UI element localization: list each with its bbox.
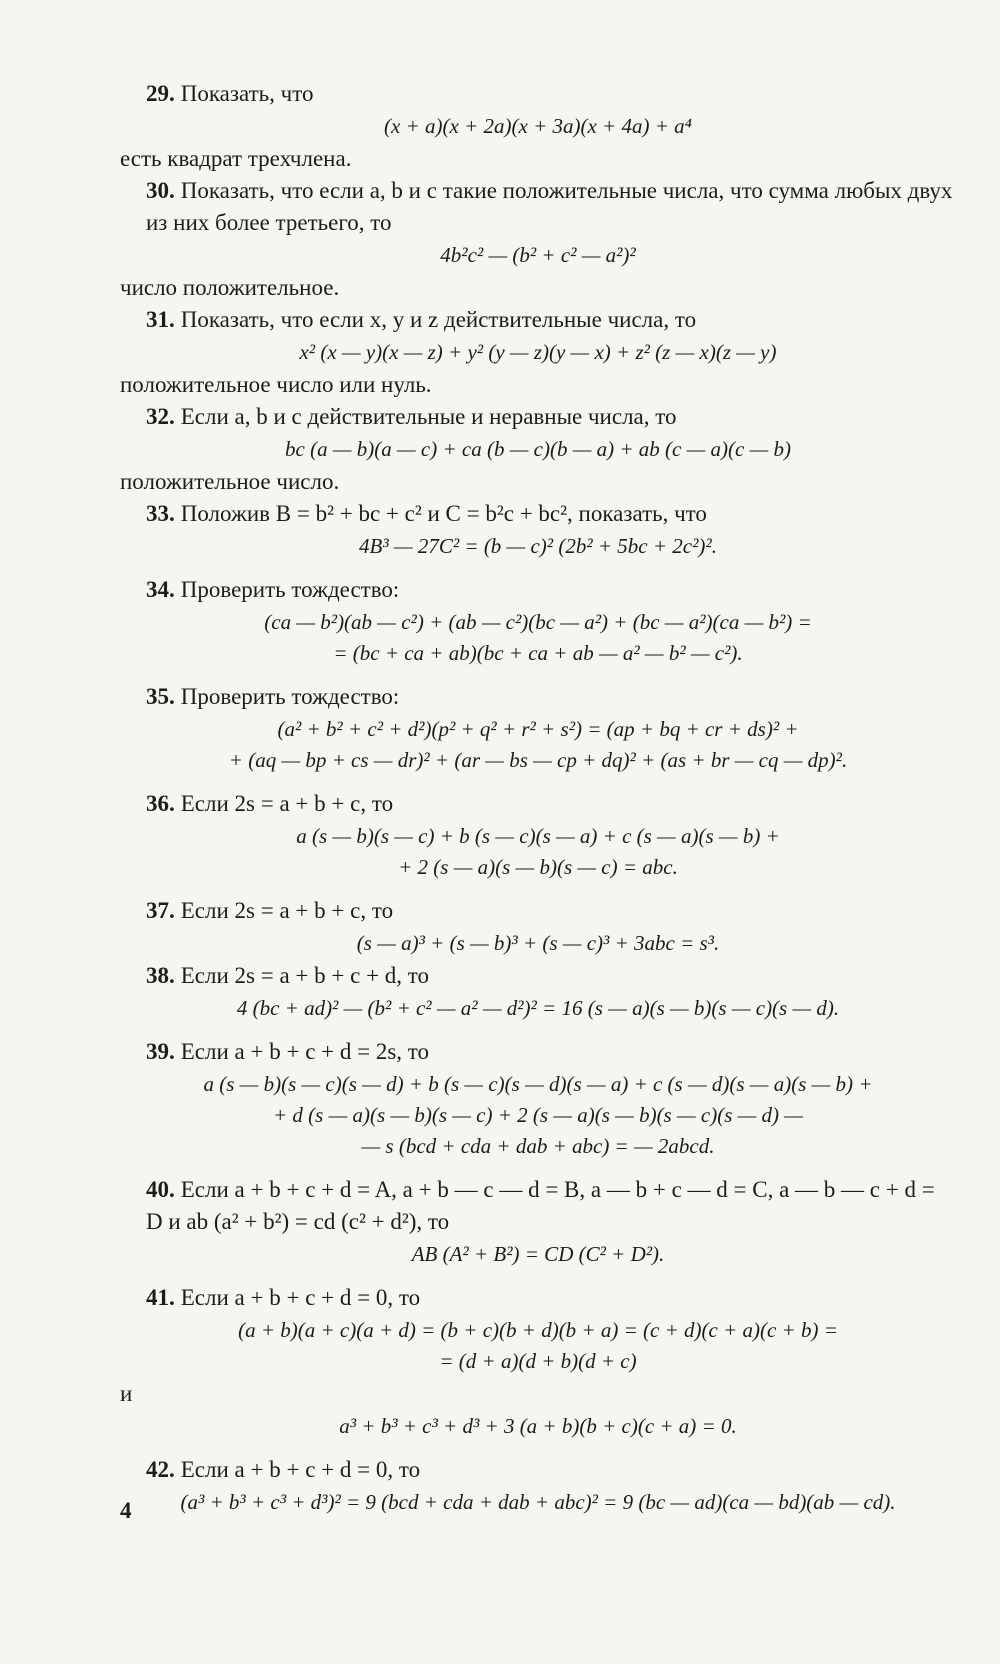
problem-text: Если a + b + c + d = A, a + b — c — d = B, a — b + c — d = C, a — b — c + d = D и ab (a² + b²) = cd (c² + d²), то <box>146 1177 935 1234</box>
formula: (s — a)³ + (s — b)³ + (s — c)³ + 3abc = s³. <box>356 931 720 955</box>
problem-37 <box>120 895 956 957</box>
problem-text: Проверить тождество: <box>180 684 400 709</box>
formula: + (aq — bp + cs — dr)² + (ar — bs — cp + dq)² + (as + br — cq — dp)². <box>228 748 848 772</box>
problem-38 <box>120 960 956 1022</box>
problem-text: Если 2s = a + b + c, то <box>180 898 394 923</box>
formula: (a + b)(a + c)(a + d) = (b + c)(b + d)(b + a) = (c + d)(c + a)(c + b) = <box>238 1318 838 1342</box>
formula: x² (x — y)(x — z) + y² (y — z)(y — x) + z² (z — x)(z — y) <box>299 340 777 364</box>
problem-32 <box>120 401 956 498</box>
problem-text: Показать, что если x, y и z действительные числа, то <box>180 307 697 332</box>
problem-number: 39. <box>146 1039 175 1064</box>
problem-number: 31. <box>146 307 175 332</box>
problem-31 <box>120 304 956 401</box>
problem-41 <box>120 1282 956 1440</box>
problem-text: Положив B = b² + bc + c² и C = b²c + bc², показать, что <box>180 501 707 526</box>
problem-number: 42. <box>146 1457 175 1482</box>
formula: — s (bcd + cda + dab + abc) = — 2abcd. <box>361 1134 715 1158</box>
formula: = (d + a)(d + b)(d + c) <box>439 1349 637 1373</box>
problem-number: 32. <box>146 404 175 429</box>
problem-30 <box>120 175 956 304</box>
problem-text: Если 2s = a + b + c + d, то <box>180 963 430 988</box>
problem-text: Если a + b + c + d = 2s, то <box>180 1039 430 1064</box>
problem-number: 33. <box>146 501 175 526</box>
problem-36 <box>120 788 956 881</box>
formula: + 2 (s — a)(s — b)(s — c) = abc. <box>398 855 678 879</box>
formula: AB (A² + B²) = CD (C² + D²). <box>411 1242 665 1266</box>
problem-number: 41. <box>146 1285 175 1310</box>
problem-text: Если a + b + c + d = 0, то <box>180 1457 421 1482</box>
formula: (a² + b² + c² + d²)(p² + q² + r² + s²) = (ap + bq + cr + ds)² + <box>277 717 799 741</box>
problem-number: 34. <box>146 577 175 602</box>
conjunction: и <box>120 1381 133 1406</box>
formula: (ca — b²)(ab — c²) + (ab — c²)(bc — a²) + (bc — a²)(ca — b²) = <box>264 610 812 634</box>
formula: 4B³ — 27C² = (b — c)² (2b² + 5bc + 2c²)². <box>359 534 717 558</box>
formula: + d (s — a)(s — b)(s — c) + 2 (s — a)(s — b)(s — c)(s — d) — <box>273 1103 803 1127</box>
formula: a (s — b)(s — c)(s — d) + b (s — c)(s — d)(s — a) + c (s — d)(s — a)(s — b) + <box>203 1072 873 1096</box>
problem-text: Если a + b + c + d = 0, то <box>180 1285 421 1310</box>
problem-33 <box>120 498 956 560</box>
formula: a³ + b³ + c³ + d³ + 3 (a + b)(b + c)(c + a) = 0. <box>339 1414 737 1438</box>
problem-conclusion: положительное число или нуль. <box>120 372 432 397</box>
problem-conclusion: есть квадрат трехчлена. <box>120 146 352 171</box>
formula: (x + a)(x + 2a)(x + 3a)(x + 4a) + a⁴ <box>384 114 692 138</box>
problem-35 <box>120 681 956 774</box>
problem-number: 38. <box>146 963 175 988</box>
problem-29 <box>120 78 956 175</box>
problem-conclusion: число положительное. <box>120 275 340 300</box>
formula: a (s — b)(s — c) + b (s — c)(s — a) + c (s — a)(s — b) + <box>296 824 780 848</box>
problem-39 <box>120 1036 956 1160</box>
problem-number: 40. <box>146 1177 175 1202</box>
problem-number: 36. <box>146 791 175 816</box>
problem-text: Если 2s = a + b + c, то <box>180 791 394 816</box>
formula: = (bc + ca + ab)(bc + ca + ab — a² — b² — c²). <box>333 641 743 665</box>
problem-34 <box>120 574 956 667</box>
problem-conclusion: положительное число. <box>120 469 340 494</box>
problem-text: Если a, b и c действительные и неравные числа, то <box>180 404 677 429</box>
problem-text: Показать, что если a, b и c такие положительные числа, что сумма любых двух из них более третьего, то <box>146 178 953 235</box>
problem-number: 35. <box>146 684 175 709</box>
problem-number: 37. <box>146 898 175 923</box>
formula: 4 (bc + ad)² — (b² + c² — a² — d²)² = 16 (s — a)(s — b)(s — c)(s — d). <box>236 996 840 1020</box>
problem-number: 30. <box>146 178 175 203</box>
problem-number: 29. <box>146 81 175 106</box>
formula: (a³ + b³ + c³ + d³)² = 9 (bcd + cda + dab + abc)² = 9 (bc — ad)(ca — bd)(ab — cd). <box>180 1490 896 1514</box>
formula: 4b²c² — (b² + c² — a²)² <box>440 243 636 267</box>
formula: bc (a — b)(a — c) + ca (b — c)(b — a) + ab (c — a)(c — b) <box>285 437 791 461</box>
problem-40 <box>120 1174 956 1268</box>
problem-text: Показать, что <box>180 81 314 106</box>
page-number: 4 <box>120 1498 132 1523</box>
problem-text: Проверить тождество: <box>180 577 400 602</box>
problem-42 <box>120 1454 956 1516</box>
